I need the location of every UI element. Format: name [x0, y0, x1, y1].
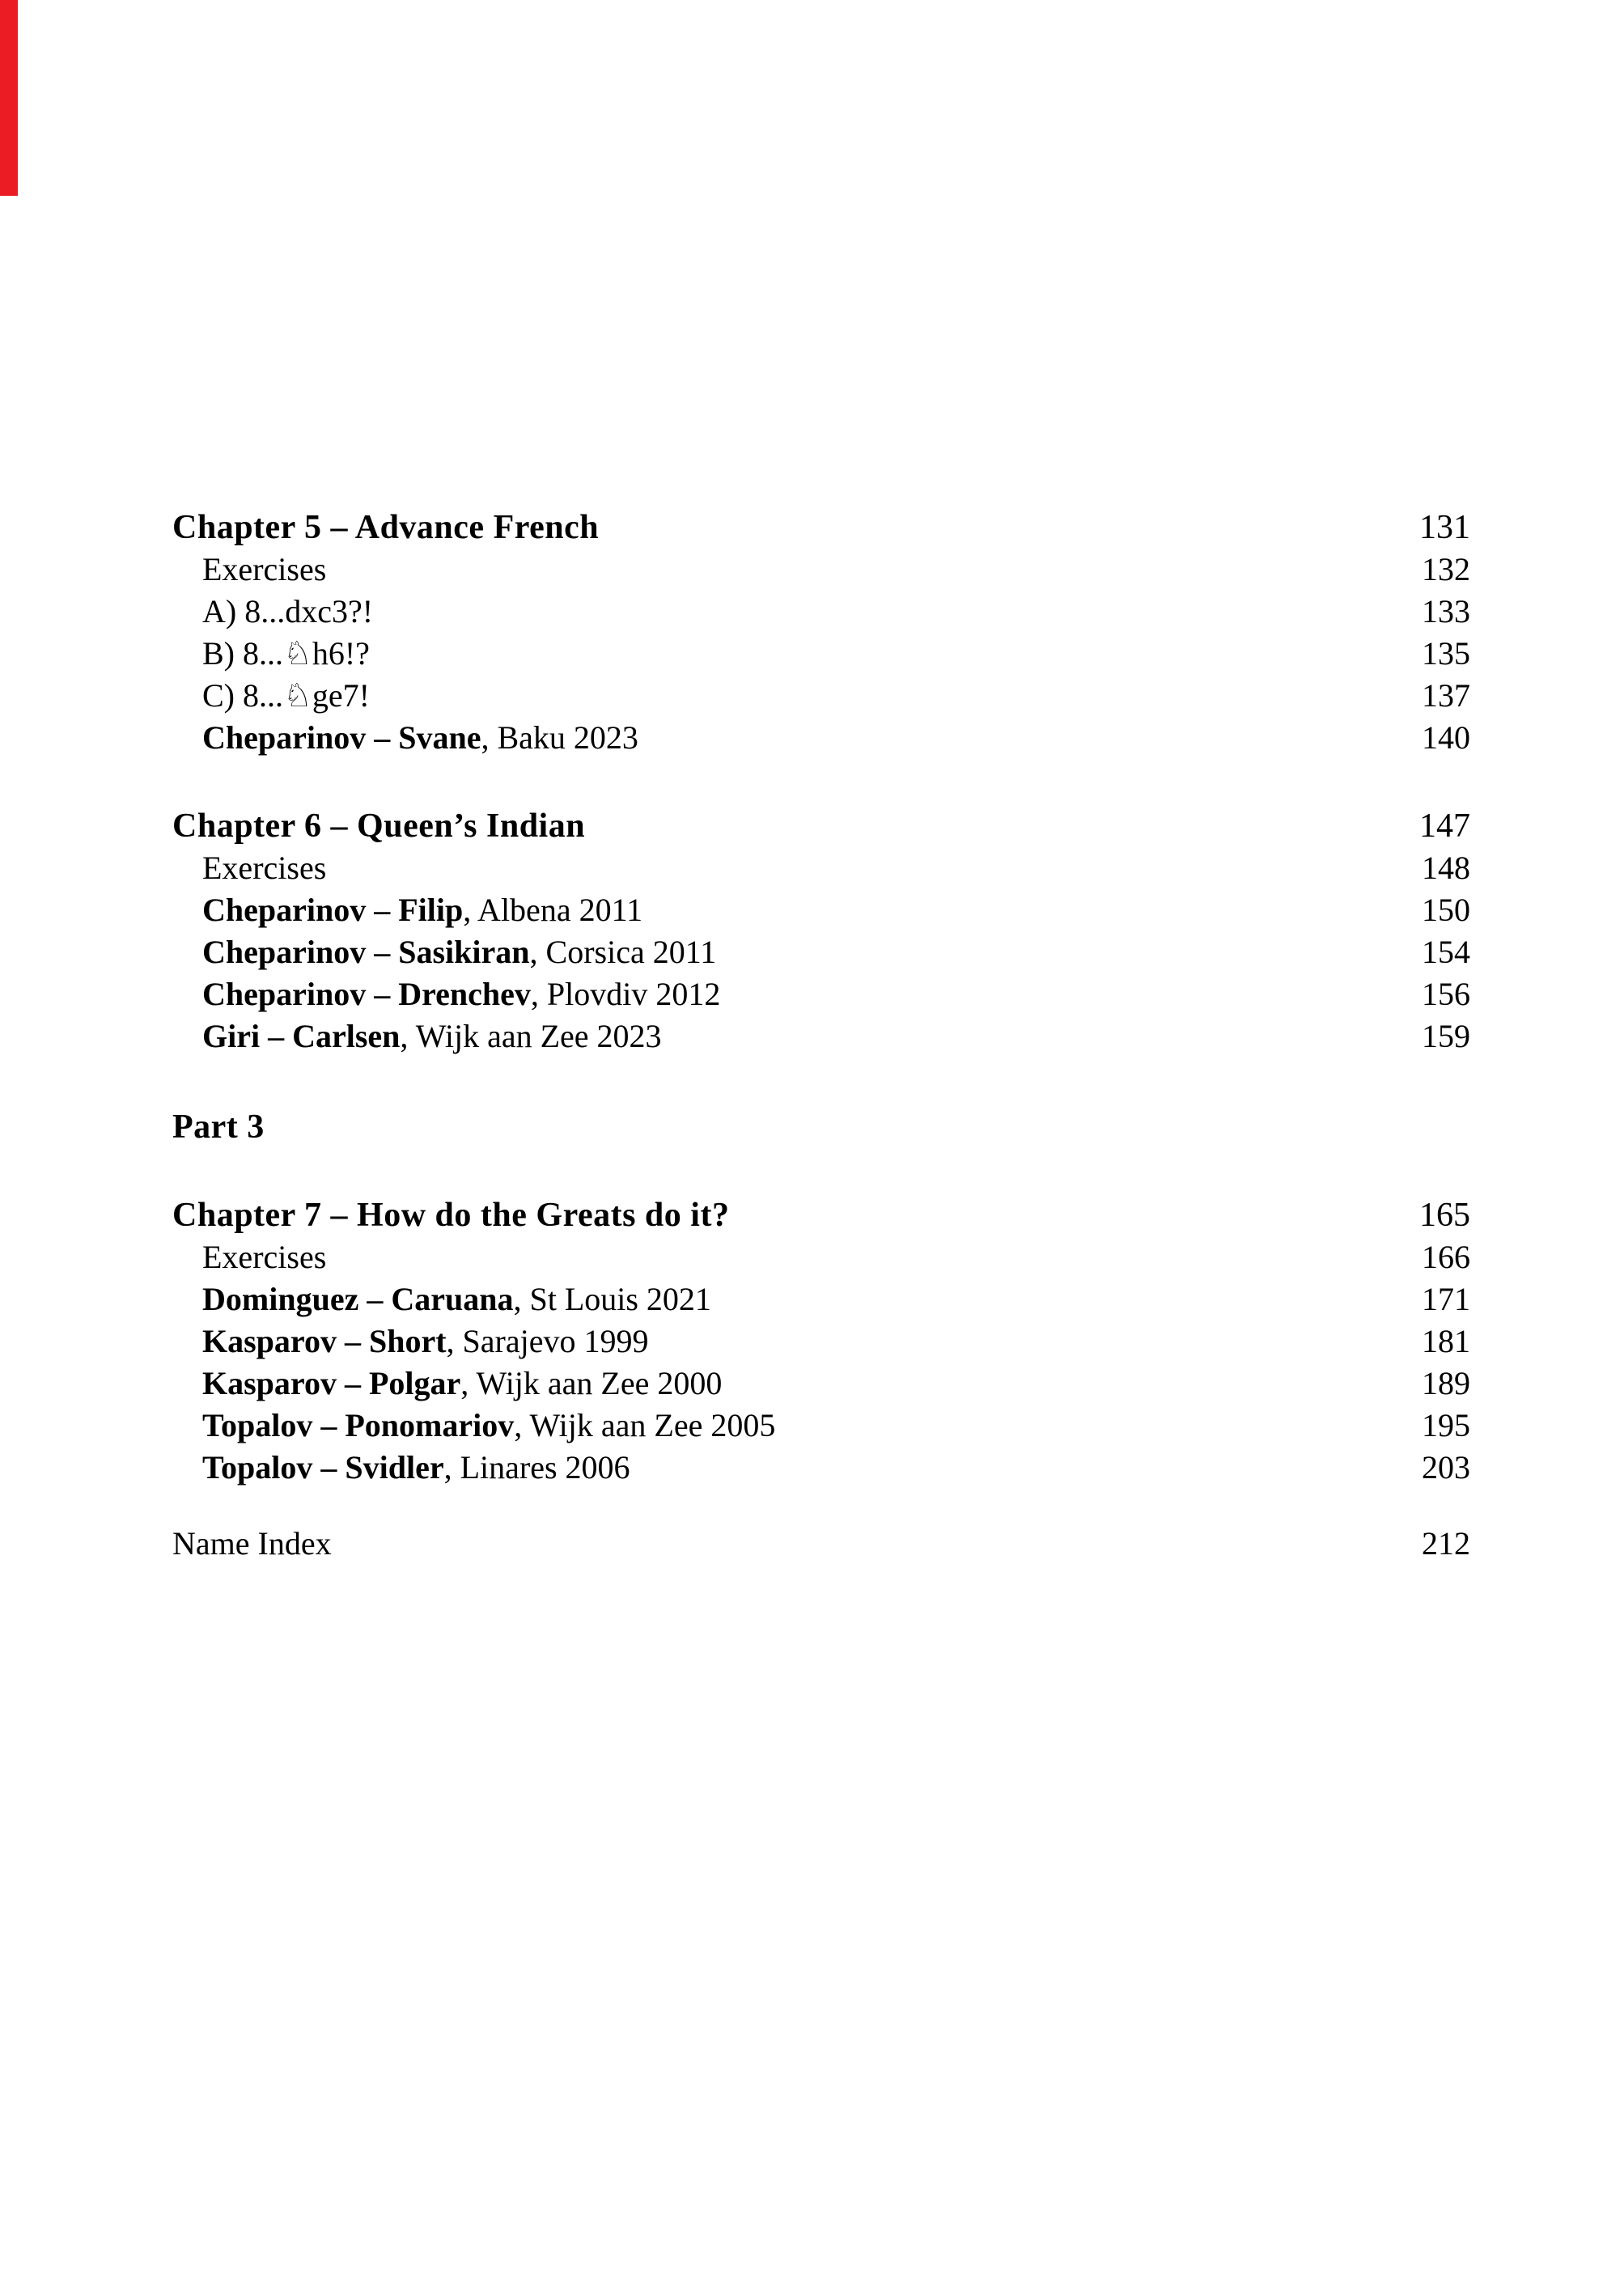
toc-game-row [172, 1405, 1470, 1447]
toc-game-row [172, 1320, 1470, 1363]
toc-row-label [172, 1015, 1422, 1057]
toc-game-row [172, 1015, 1470, 1057]
toc-part-heading-row [172, 1106, 1470, 1148]
game-location-year: , Baku 2023 [481, 719, 638, 756]
toc-game-row [172, 1447, 1470, 1489]
toc-game-row [172, 1278, 1470, 1320]
game-location-year: , Sarajevo 1999 [446, 1323, 649, 1359]
toc-page-number: 156 [1422, 976, 1470, 1012]
game-players: Cheparinov – Sasikiran [202, 934, 530, 970]
toc-entry-row [172, 549, 1470, 591]
toc-page-number: 195 [1422, 1407, 1470, 1443]
toc-row-label: Exercises [202, 551, 327, 587]
toc-page-number: 148 [1422, 850, 1470, 886]
toc-page-number: 140 [1422, 719, 1470, 756]
toc-row-label: Exercises [202, 1239, 327, 1275]
toc-row-label: A) 8...dxc3?! [202, 593, 374, 629]
toc-entry-row [172, 675, 1470, 717]
game-players: Cheparinov – Drenchev [202, 976, 531, 1012]
game-location-year: , St Louis 2021 [513, 1281, 711, 1317]
game-location-year: , Albena 2011 [463, 892, 643, 928]
game-players: Cheparinov – Filip [202, 892, 464, 928]
toc-row-label [172, 973, 1422, 1015]
toc-page-number: 133 [1422, 593, 1470, 629]
toc-page-number: 135 [1422, 635, 1470, 672]
toc-game-row [172, 1363, 1470, 1405]
game-location-year: , Wijk aan Zee 2023 [400, 1018, 662, 1054]
game-players: Topalov – Svidler [202, 1449, 444, 1486]
game-location-year: , Wijk aan Zee 2000 [460, 1365, 723, 1401]
toc-page-number: 159 [1422, 1018, 1470, 1054]
toc-row-label [172, 1278, 1422, 1320]
toc-row-label: Chapter 6 – Queen’s Indian [172, 807, 586, 845]
toc-entry-row [172, 633, 1470, 675]
toc-page-number: 166 [1422, 1239, 1470, 1275]
toc-entry-row [172, 1236, 1470, 1278]
toc-page-number: 171 [1422, 1281, 1470, 1317]
toc-entry-row [172, 847, 1470, 889]
table-of-contents [172, 506, 1470, 1565]
toc-chapter-row [172, 805, 1470, 847]
game-location-year: , Wijk aan Zee 2005 [514, 1407, 776, 1443]
toc-page-number: 132 [1422, 551, 1470, 587]
game-location-year: , Linares 2006 [443, 1449, 630, 1486]
toc-row-label [172, 889, 1422, 931]
toc-row-label [172, 931, 1422, 973]
toc-row-label: Exercises [202, 850, 327, 886]
toc-page-number: 131 [1419, 509, 1470, 546]
toc-game-row [172, 931, 1470, 973]
toc-chapter-row [172, 1194, 1470, 1236]
toc-row-label: Chapter 7 – How do the Greats do it? [172, 1197, 730, 1234]
toc-row-label: Name Index [172, 1525, 332, 1562]
toc-entry-row [172, 591, 1470, 633]
toc-page-number: 203 [1422, 1449, 1470, 1486]
toc-row-label: B) 8...♘h6!? [202, 635, 370, 672]
game-location-year: , Corsica 2011 [529, 934, 717, 970]
game-location-year: , Plovdiv 2012 [530, 976, 721, 1012]
toc-row-label [172, 1363, 1422, 1405]
toc-page-number: 150 [1422, 892, 1470, 928]
toc-page-number: 189 [1422, 1365, 1470, 1401]
toc-page-number: 147 [1419, 807, 1470, 845]
toc-chapter-row [172, 506, 1470, 549]
toc-game-row [172, 889, 1470, 931]
toc-page-number: 165 [1419, 1197, 1470, 1234]
toc-row-label [172, 717, 1422, 759]
red-bookmark-mark [0, 0, 18, 196]
game-players: Topalov – Ponomariov [202, 1407, 515, 1443]
toc-row-label [172, 1447, 1422, 1489]
toc-page-number: 181 [1422, 1323, 1470, 1359]
game-players: Cheparinov – Svane [202, 719, 481, 756]
toc-page-number: 154 [1422, 934, 1470, 970]
toc-page-number: 212 [1422, 1525, 1470, 1562]
toc-row-label: C) 8...♘ge7! [202, 677, 370, 714]
toc-row-label [172, 1405, 1422, 1447]
game-players: Kasparov – Short [202, 1323, 447, 1359]
game-players: Kasparov – Polgar [202, 1365, 461, 1401]
toc-game-row [172, 973, 1470, 1015]
toc-page-number: 137 [1422, 677, 1470, 714]
toc-row-label: Chapter 5 – Advance French [172, 509, 600, 546]
game-players: Giri – Carlsen [202, 1018, 401, 1054]
toc-row-label: Part 3 [172, 1108, 265, 1146]
toc-row-label [172, 1320, 1422, 1363]
game-players: Dominguez – Caruana [202, 1281, 514, 1317]
toc-game-row [172, 717, 1470, 759]
toc-index-row [172, 1523, 1470, 1565]
